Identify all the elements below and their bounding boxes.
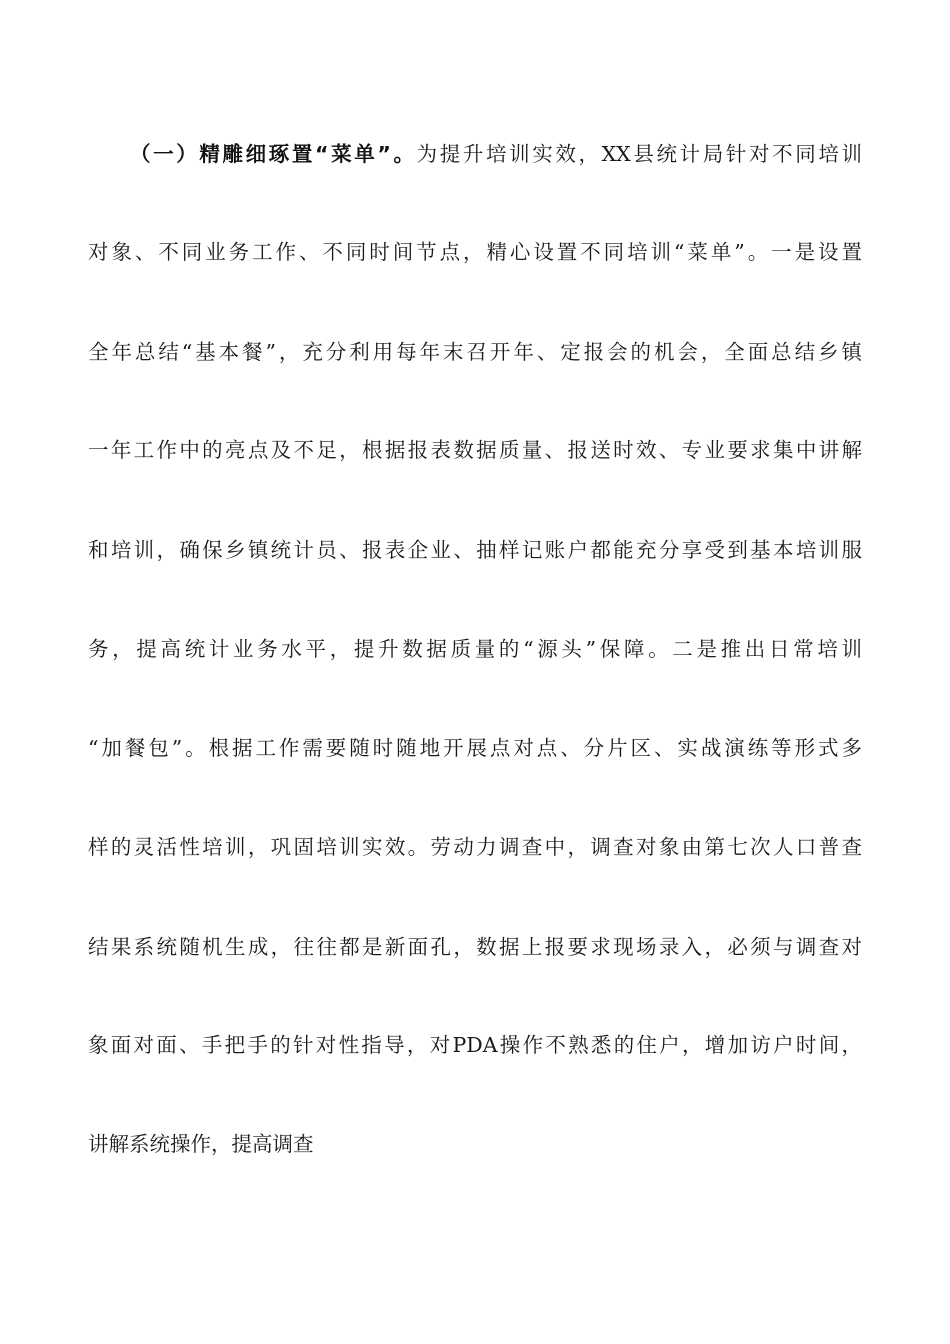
paragraph-line-1-text: 为提升培训实效，XX县统计局针对不同培训 bbox=[416, 142, 862, 166]
paragraph-line-1 bbox=[130, 134, 862, 174]
paragraph-line-7: “加餐包”。根据工作需要随时随地开展点对点、分片区、实战演练等形式多 bbox=[88, 736, 862, 760]
paragraph-line-6: 务，提高统计业务水平，提升数据质量的“源头”保障。二是推出日常培训 bbox=[88, 637, 862, 661]
paragraph-line-4: 一年工作中的亮点及不足，根据报表数据质量、报送时效、专业要求集中讲解 bbox=[88, 438, 862, 462]
paragraph-line-9: 结果系统随机生成，往往都是新面孔，数据上报要求现场录入，必须与调查对 bbox=[88, 935, 862, 959]
paragraph-line-11: 讲解系统操作，提高调查 bbox=[88, 1132, 314, 1156]
paragraph-line-10: 象面对面、手把手的针对性指导，对PDA操作不熟悉的住户，增加访户时间， bbox=[88, 1033, 862, 1057]
paragraph-line-2: 对象、不同业务工作、不同时间节点，精心设置不同培训“菜单”。一是设置 bbox=[88, 240, 862, 264]
paragraph-line-8: 样的灵活性培训，巩固培训实效。劳动力调查中，调查对象由第七次人口普查 bbox=[88, 835, 862, 859]
section-heading: （一）精雕细琢置“菜单”。 bbox=[130, 142, 417, 166]
paragraph-line-5: 和培训，确保乡镇统计员、报表企业、抽样记账户都能充分享受到基本培训服 bbox=[88, 538, 862, 562]
paragraph-line-3: 全年总结“基本餐”，充分利用每年末召开年、定报会的机会，全面总结乡镇 bbox=[88, 340, 862, 364]
